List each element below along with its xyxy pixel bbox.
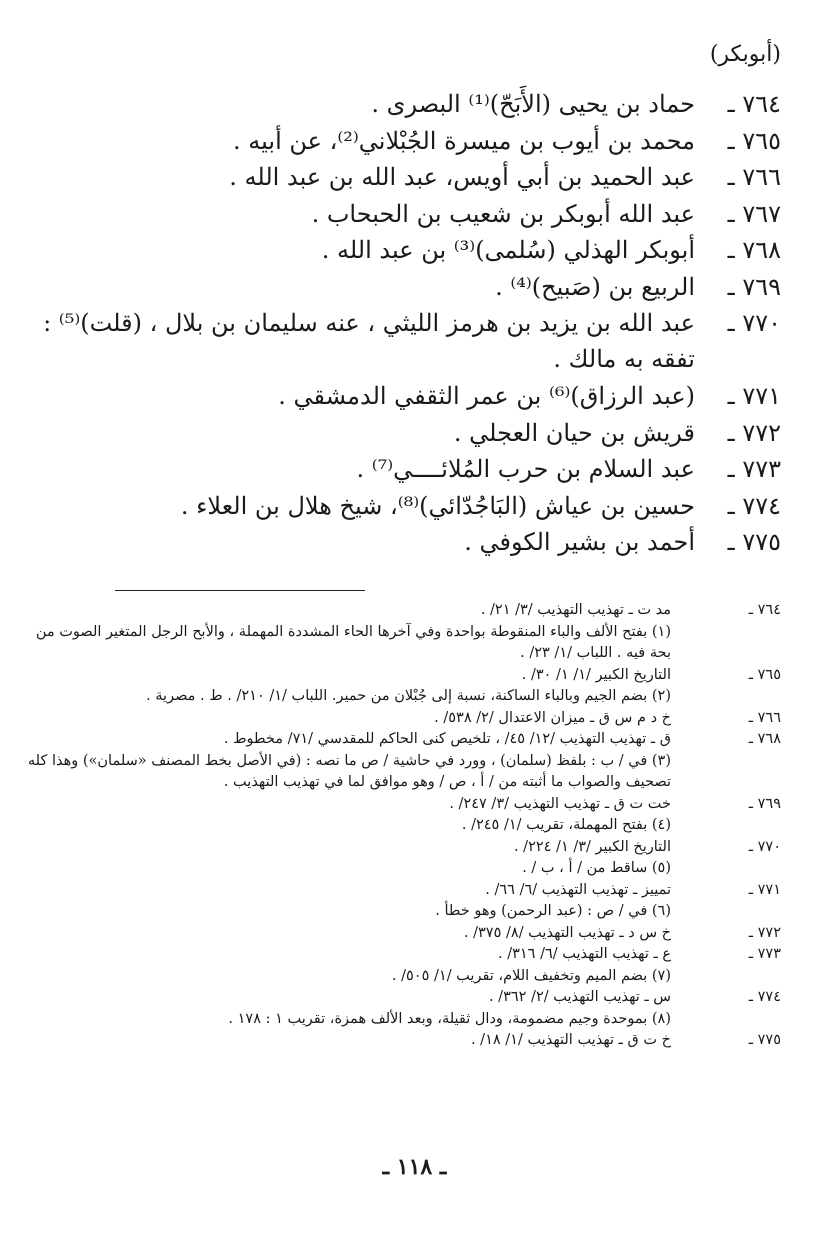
- entry-text: (عبد الرزاق)⁽⁶⁾ بن عمر الثقفي الدمشقي .: [278, 382, 695, 410]
- entry-text: عبد الله بن يزيد بن هرمز الليثي ، عنه سليمان بن بلال ، (قلت)⁽⁵⁾ : تفقه به مالك .: [43, 309, 695, 373]
- footnote-ref: ٧٧٤ ـ: [748, 989, 781, 1005]
- footnote-text: خ ت ق ـ تهذيب التهذيب /١/ ١٨/ .: [470, 1032, 671, 1048]
- footnote-ref: ٧٧٠ ـ: [748, 838, 781, 855]
- footnote-text: خت ت ق ـ تهذيب التهذيب /٣/ ٢٤٧/ .: [449, 795, 671, 812]
- entry-764: [41, 86, 781, 123]
- entry-773: [41, 451, 781, 488]
- entries-list: [41, 86, 781, 561]
- entry-number: ٧٧٠ ـ: [727, 309, 781, 337]
- footnote-ref: ٧٦٨ ـ: [748, 731, 781, 747]
- footnote-line: [25, 708, 781, 730]
- footnote-line: [25, 1009, 781, 1031]
- entry-767: [41, 196, 781, 233]
- entry-774: [41, 488, 781, 525]
- footnote-text: مد ت ـ تهذيب التهذيب /٣/ ٢١/ .: [480, 602, 671, 618]
- footnotes: [25, 600, 781, 1052]
- footnote-text: ق ـ تهذيب التهذيب /١٢/ ٤٥/ ، تلخيص كنى الحاكم للمقدسي /٧١/ مخطوط .: [223, 731, 671, 747]
- footnote-line: [25, 600, 781, 622]
- footnote-ref: ٧٦٩ ـ: [748, 795, 781, 812]
- footnote-text: س ـ تهذيب التهذيب /٢/ ٣٦٢/ .: [488, 989, 671, 1005]
- entry-number: ٧٦٤ ـ: [727, 90, 781, 118]
- entry-text: عبد الحميد بن أبي أويس، عبد الله بن عبد الله .: [229, 163, 695, 191]
- entry-772: [41, 415, 781, 452]
- footnote-line: [25, 622, 781, 665]
- entry-number: ٧٦٧ ـ: [727, 199, 781, 228]
- footnote-line: [25, 1030, 781, 1052]
- footnote-text: (٦) في / ص : (عبد الرحمن) وهو خطأ .: [435, 903, 671, 919]
- footnote-line: [25, 901, 781, 923]
- footnote-line: [25, 729, 781, 751]
- entry-text: محمد بن أيوب بن ميسرة الجُبْلاني⁽²⁾، عن أبيه .: [233, 126, 695, 155]
- entry-number: ٧٧٣ ـ: [727, 455, 781, 483]
- entry-766: [41, 159, 781, 196]
- entry-768: [41, 232, 781, 269]
- footnote-text: خ د م س ق ـ ميزان الاعتدال /٢/ ٥٣٨/ .: [434, 709, 671, 726]
- footnote-ref: ٧٧١ ـ: [748, 881, 781, 898]
- entry-text: الربيع بن (صَبيح)⁽⁴⁾ .: [495, 272, 695, 301]
- entry-number: ٧٧١ ـ: [727, 382, 781, 410]
- footnote-line: [25, 665, 781, 687]
- footnote-line: [25, 966, 781, 988]
- entry-text: عبد السلام بن حرب المُلائــــي⁽⁷⁾ .: [356, 455, 695, 483]
- footnote-text: (١) بفتح الألف والباء المنقوطة بواحدة وفي آخرها الحاء المشددة المهملة ، والأبح الرجل المتغير الصوت من بحة فيه . اللباب /١/ ٢٣/ .: [35, 623, 671, 661]
- entry-765: [41, 123, 781, 160]
- page-number: ـ ١١٨ ـ: [382, 1154, 447, 1180]
- footnote-ref: ٧٧٢ ـ: [748, 924, 781, 941]
- entry-number: ٧٦٨ ـ: [727, 236, 781, 264]
- footnote-line: [25, 923, 781, 945]
- entry-text: قريش بن حيان العجلي .: [453, 418, 695, 447]
- footnote-ref: ٧٦٤ ـ: [748, 602, 781, 618]
- footnote-line: [25, 880, 781, 902]
- entry-775: [41, 524, 781, 561]
- footnote-text: ع ـ تهذيب التهذيب /٦/ ٣١٦/ .: [498, 946, 671, 962]
- entry-text: عبد الله أبوبكر بن شعيب بن الحبحاب .: [311, 199, 695, 228]
- footnote-line: [25, 815, 781, 837]
- footnote-line: [25, 987, 781, 1009]
- entry-text: أحمد بن بشير الكوفي .: [464, 528, 695, 556]
- entry-771: [41, 378, 781, 415]
- entry-number: ٧٧٢ ـ: [727, 418, 781, 447]
- footnote-ref: ٧٦٥ ـ: [748, 666, 781, 683]
- footnote-text: (٨) بموحدة وجيم مضمومة، ودال ثقيلة، وبعد الألف همزة، تقريب ١ : ١٧٨ .: [228, 1010, 671, 1027]
- footnote-line: [25, 837, 781, 859]
- running-header: (أبوبكر): [709, 42, 781, 67]
- footnote-text: (٥) ساقط من / أ ، ب / .: [522, 860, 671, 876]
- entry-770: [41, 305, 781, 378]
- entry-text: حماد بن يحيى (الأَبَحّ)⁽¹⁾ البصرى .: [371, 90, 695, 118]
- footnote-line: [25, 794, 781, 816]
- entry-number: ٧٧٥ ـ: [727, 528, 781, 556]
- footnote-line: [25, 944, 781, 966]
- footnote-line: [25, 751, 781, 794]
- footnote-text: التاريخ الكبير /٣/ ١/ ٢٢٤/ .: [513, 838, 671, 855]
- footnote-text: التاريخ الكبير /١/ ١/ ٣٠/ .: [521, 666, 671, 683]
- entry-number: ٧٦٦ ـ: [727, 163, 781, 191]
- entry-text: أبوبكر الهذلي (سُلمى)⁽³⁾ بن عبد الله .: [321, 236, 695, 264]
- entry-number: ٧٦٥ ـ: [727, 126, 781, 155]
- entry-number: ٧٦٩ ـ: [727, 272, 781, 301]
- entry-769: [41, 269, 781, 306]
- footnote-ref: ٧٧٥ ـ: [748, 1032, 781, 1048]
- footnote-text: (٧) بضم الميم وتخفيف اللام، تقريب /١/ ٥٠٥/ .: [391, 967, 671, 984]
- footnote-line: [25, 858, 781, 880]
- footnote-ref: ٧٧٣ ـ: [748, 946, 781, 962]
- entry-text: حسين بن عياش (البَاجُدّائي)⁽⁸⁾، شيخ هلال بن العلاء .: [180, 491, 695, 520]
- footnote-text: خ س د ـ تهذيب التهذيب /٨/ ٣٧٥/ .: [463, 924, 671, 941]
- entry-number: ٧٧٤ ـ: [727, 491, 781, 520]
- footnote-separator: [115, 590, 365, 591]
- footnote-text: (٢) بضم الجيم وبالباء الساكنة، نسبة إلى جُبْلان من حمير. اللباب /١/ ٢١٠/ . ط . مصرية .: [146, 688, 671, 704]
- footnote-text: تمييز ـ تهذيب التهذيب /٦/ ٦٦/ .: [485, 881, 671, 898]
- footnote-ref: ٧٦٦ ـ: [748, 709, 781, 726]
- footnote-line: [25, 686, 781, 708]
- footnote-text: (٤) بفتح المهملة، تقريب /١/ ٢٤٥/ .: [461, 817, 671, 833]
- footnote-text: (٣) في / ب : بلفظ (سلمان) ، وورد في حاشية / ص ما نصه : (في الأصل بخط المصنف «سلمان») وهذا كله تصحيف والصواب ما أثبته من / أ ، ص / وهو موافق لما في تهذيب التهذيب .: [27, 752, 671, 790]
